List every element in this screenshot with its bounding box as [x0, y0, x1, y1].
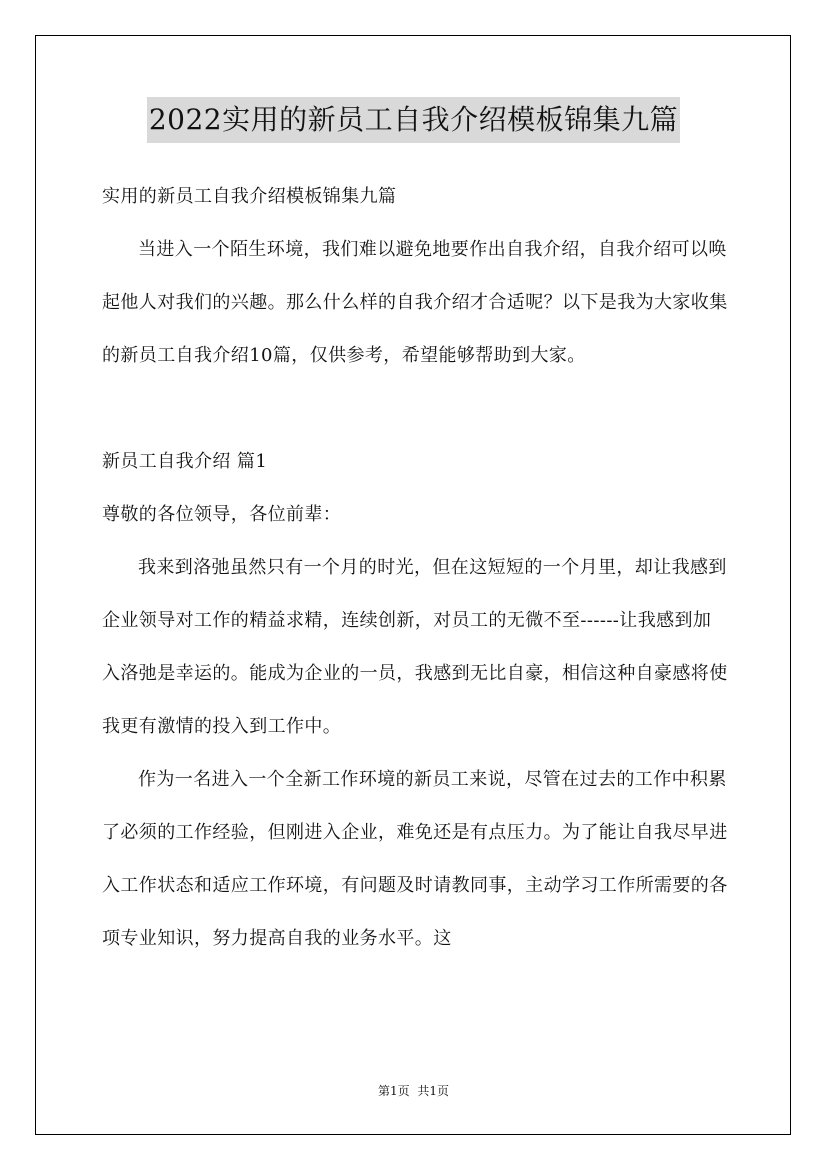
document-body	[102, 170, 728, 965]
document-title: 2022实用的新员工自我介绍模板锦集九篇	[147, 97, 680, 143]
title-container	[0, 97, 827, 143]
page-total: 共1页	[417, 1084, 450, 1098]
section-heading: 新员工自我介绍 篇1	[102, 451, 268, 472]
intro-paragraph: 当进入一个陌生环境，我们难以避免地要作出自我介绍，自我介绍可以唤起他人对我们的兴趣。那么什么样的自我介绍才合适呢？以下是我为大家收集的新员工自我介绍10篇，仅供参考，希望能够帮助到大家。	[102, 239, 728, 366]
subtitle: 实用的新员工自我介绍模板锦集九篇	[102, 186, 397, 207]
section-spacer	[102, 382, 728, 435]
page-footer	[0, 1082, 827, 1099]
body-paragraph-1: 我来到洛弛虽然只有一个月的时光，但在这短短的一个月里，却让我感到企业领导对工作的精益求精，连续创新，对员工的无微不至------让我感到加入洛弛是幸运的。能成为企业的一员，我感到无比自豪，相信这种自豪感将使我更有激情的投入到工作中。	[102, 557, 728, 737]
body-paragraph-2: 作为一名进入一个全新工作环境的新员工来说，尽管在过去的工作中积累了必须的工作经验，但刚进入企业，难免还是有点压力。为了能让自我尽早进入工作状态和适应工作环境，有问题及时请教同事，主动学习工作所需要的各项专业知识，努力提高自我的业务水平。这	[102, 769, 728, 949]
page-number: 第1页	[377, 1084, 410, 1098]
salutation: 尊敬的各位领导，各位前辈：	[102, 504, 342, 525]
